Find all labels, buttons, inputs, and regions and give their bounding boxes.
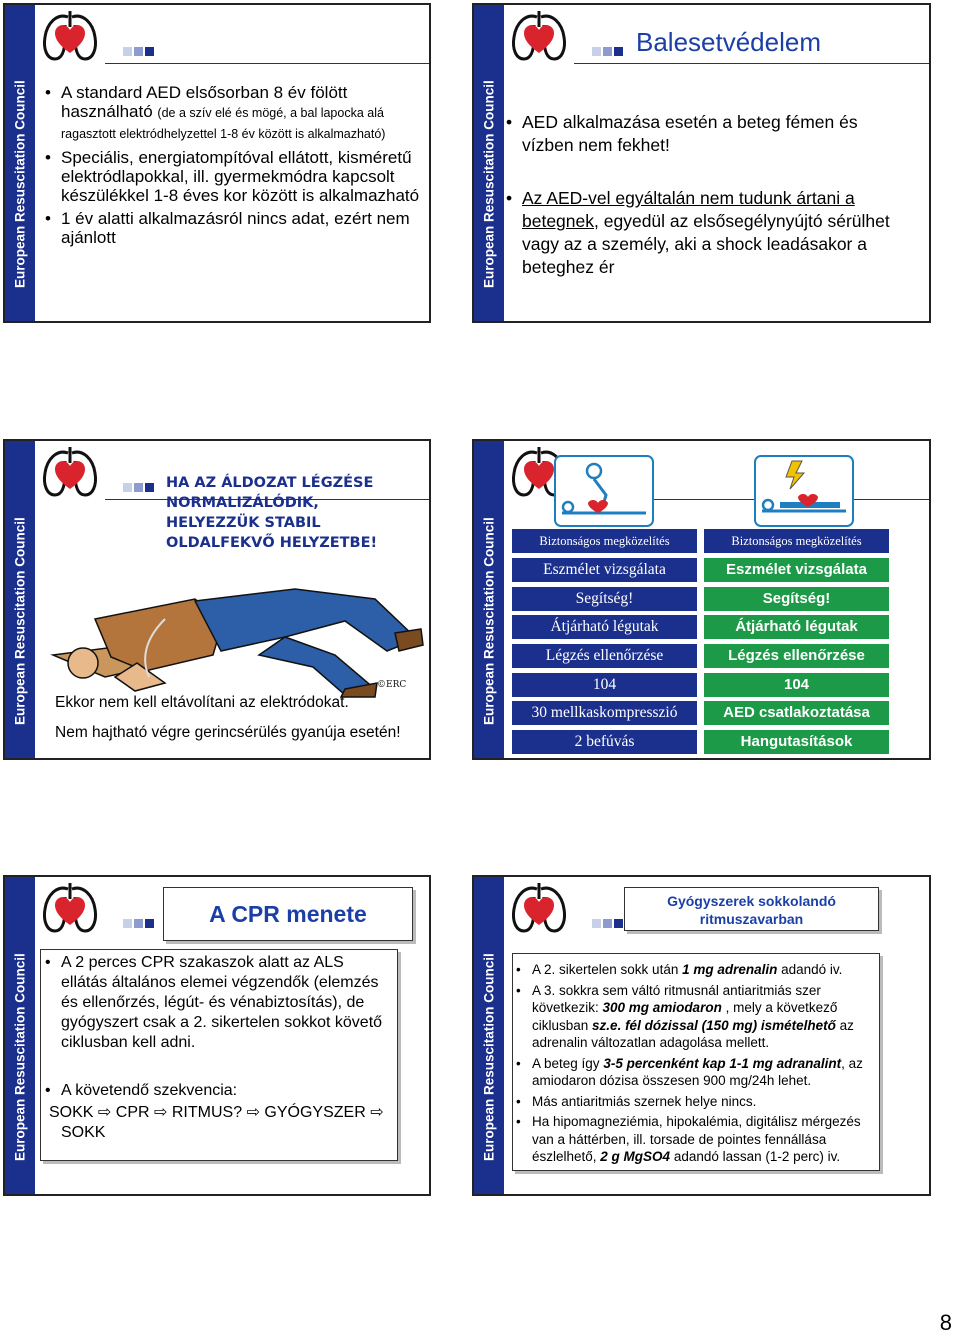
aed-icon [754, 455, 854, 527]
slide-aed-age [3, 3, 431, 323]
decor-squares [123, 479, 156, 488]
sequence-step: RITMUS? [171, 1104, 243, 1121]
step-cell: Átjárható légutak [704, 615, 889, 639]
sidebar [474, 5, 504, 321]
slide-cpr-process [3, 875, 431, 1196]
text: az adrenalin változatlan adagolása mellett. [532, 1017, 854, 1050]
sidebar [474, 441, 504, 758]
step-cell: Légzés ellenőrzése [704, 644, 889, 668]
step-cell: AED csatlakoztatása [704, 701, 889, 725]
erc-lungs-logo-icon [35, 877, 105, 935]
sidebar-label: European Resuscitation Council [12, 953, 28, 1161]
recovery-position-illustration [45, 559, 425, 699]
erc-lungs-logo-icon [504, 5, 574, 63]
bullet-no-harm [504, 187, 904, 279]
bullet-note: (de a szív elé és mögé, a bal lapocka alá ragasztott elektródhelyzettel 1-8 év között is alkalmazható) [61, 106, 386, 141]
decor-squares [592, 915, 625, 924]
bullet-adrenalin [514, 961, 874, 979]
step-cell: 2 befúvás [512, 730, 697, 754]
bullet-text-underlined: Az AED-vel egyáltalán nem tudunk ártani a betegnek [522, 188, 855, 231]
step-cell: Légzés ellenőrzése [512, 644, 697, 668]
arrow-right-icon: ⇨ [370, 1104, 384, 1121]
text: adandó lassan (1-2 perc) iv. [670, 1149, 841, 1164]
slide-title-box [163, 887, 413, 941]
note-electrodes: Ekkor nem kell eltávolítani az elektródokat. [55, 694, 349, 711]
arrow-right-icon: ⇨ [97, 1104, 112, 1121]
slide-drugs [472, 875, 931, 1196]
slide-title: Balesetvédelem [636, 27, 821, 57]
heading-line: OLDALFEKVŐ HELYZETBE! [166, 535, 378, 551]
arrow-right-icon: ⇨ [246, 1104, 260, 1121]
step-cell: Segítség! [512, 587, 697, 611]
bullet-list [43, 83, 423, 247]
text: A 3. sokkra sem váltó ritmusnál antiaritmiás szer következik: [532, 982, 821, 1015]
step-cell: 104 [704, 673, 889, 697]
text: Más antiaritmiás szernek helye nincs. [532, 1093, 757, 1109]
bullet-text: Speciális, energiatompítóval ellátott, kisméretű elektródlapokkal, ill. gyermekmódra kapcsolt készülékkel 1-8 éves kor között is alkalmazható [61, 148, 420, 205]
sidebar-label: European Resuscitation Council [481, 517, 497, 725]
step-cell: 104 [512, 673, 697, 697]
slide-title-line: Gyógyszerek sokkolandó [667, 893, 836, 909]
bullet-special-electrodes [43, 148, 423, 205]
erc-lungs-logo-icon [35, 441, 105, 499]
heading-line: NORMALIZÁLÓDIK, [166, 495, 319, 511]
bullet-amiodaron [514, 982, 874, 1052]
erc-lungs-logo-icon [504, 877, 574, 935]
sequence-line [49, 1103, 399, 1143]
sidebar-label: European Resuscitation Council [481, 80, 497, 288]
bullet-sequence-label [43, 1081, 393, 1101]
illustration-signature: ©ERC [377, 680, 407, 690]
note-spinal: Nem hajtható végre gerincsérülés gyanúja esetén! [55, 724, 401, 741]
arrow-right-icon: ⇨ [154, 1104, 168, 1121]
sequence-step: GYÓGYSZER [264, 1104, 366, 1121]
heading-line: HELYEZZÜK STABIL [166, 515, 321, 531]
sidebar [5, 5, 35, 321]
text-emphasis: 1 mg adrenalin [682, 962, 778, 977]
bullet-list [504, 111, 904, 279]
slide-title-line: ritmuszavarban [699, 911, 804, 927]
decor-squares [123, 43, 156, 52]
page-number: 8 [939, 1310, 952, 1335]
sidebar [5, 441, 35, 758]
step-cell: Biztonságos megközelítés [512, 529, 697, 553]
bullet-text: 1 év alatti alkalmazásról nincs adat, ezért nem ajánlott [61, 209, 410, 247]
heading-line: HA AZ ÁLDOZAT LÉGZÉSE [166, 475, 374, 491]
step-cell: Segítség! [704, 587, 889, 611]
text: , mely a következő ciklusban [532, 1000, 838, 1033]
sidebar-label: European Resuscitation Council [12, 80, 28, 288]
erc-lungs-logo-icon [35, 5, 105, 63]
step-cell: Átjárható légutak [512, 615, 697, 639]
bullet-dosing [514, 1055, 874, 1090]
text: A 2. sikertelen sokk után [532, 962, 683, 977]
text: Ha hipomagneziémia, hipokalémia, digitálisz mérgezés van a háttérben, ill. torsade de pointes fennállása észlelhető, [532, 1114, 861, 1164]
sidebar [474, 877, 504, 1194]
sidebar [5, 877, 35, 1194]
text-emphasis: 300 mg amiodaron [602, 1000, 722, 1015]
bullet-cpr-cycles [43, 953, 393, 1053]
bullet-no-other [514, 1093, 874, 1111]
slide-bls-algorithm [472, 439, 931, 760]
text: A beteg így [532, 1055, 604, 1071]
bullet-text: A 2 perces CPR szakaszok alatt az ALS ellátás általános elemei végzendők (elemzés és ellenőrzés, légút- és vénabiztosítás), de gyógyszert csak a 2. sikertelen sokkot követő ciklusban kell adni. [61, 954, 383, 1051]
step-cell: Biztonságos megközelítés [704, 529, 889, 553]
text-emphasis: 2 g MgSO4 [600, 1149, 671, 1164]
text-emphasis: sz.e. fél dózissal (150 mg) ismételhető [592, 1017, 836, 1033]
decor-squares [592, 43, 625, 52]
bullet-text: AED alkalmazása esetén a beteg fémen és vízben nem fekhet! [522, 112, 858, 155]
step-cell: Hangutasítások [704, 730, 889, 754]
bullet-list [514, 961, 874, 1166]
text: adandó iv. [777, 962, 843, 977]
sidebar-label: European Resuscitation Council [12, 517, 28, 725]
step-cell: Eszmélet vizsgálata [704, 558, 889, 582]
bullet-list [43, 953, 393, 1101]
title-rule [105, 63, 429, 64]
step-cell: 30 mellkaskompresszió [512, 701, 697, 725]
bullet-metal-water [504, 111, 904, 157]
decor-squares [123, 915, 156, 924]
slide-recovery-position [3, 439, 431, 760]
bullet-mgso4 [514, 1113, 874, 1166]
cpr-icon [554, 455, 654, 527]
sequence-step: CPR [115, 1104, 150, 1121]
sequence-step: SOKK [61, 1124, 106, 1141]
slide-safety [472, 3, 931, 323]
bullet-standard-aed [43, 83, 423, 144]
title-rule [574, 63, 929, 64]
recovery-heading [166, 473, 377, 553]
slide-title: A CPR menete [209, 901, 367, 927]
bullet-under-one-year [43, 209, 423, 247]
slide-title-box [624, 887, 879, 931]
sequence-step: SOKK [49, 1104, 94, 1121]
sidebar-label: European Resuscitation Council [481, 953, 497, 1161]
text: , az amiodaron dózisa összesen 900 mg/24h lehet. [532, 1055, 863, 1088]
text-emphasis: 3-5 percenként kap 1-1 mg adranalint [603, 1055, 842, 1071]
bullet-text: , egyedül az elsősegélynyújtó sérülhet vagy az a személy, aki a shock leadásakor a beteghez ér [522, 211, 890, 277]
step-cell: Eszmélet vizsgálata [512, 558, 697, 582]
bullet-text: A követendő szekvencia: [61, 1082, 238, 1099]
bullet-text: A standard AED elsősorban 8 év fölött használható [61, 83, 348, 121]
